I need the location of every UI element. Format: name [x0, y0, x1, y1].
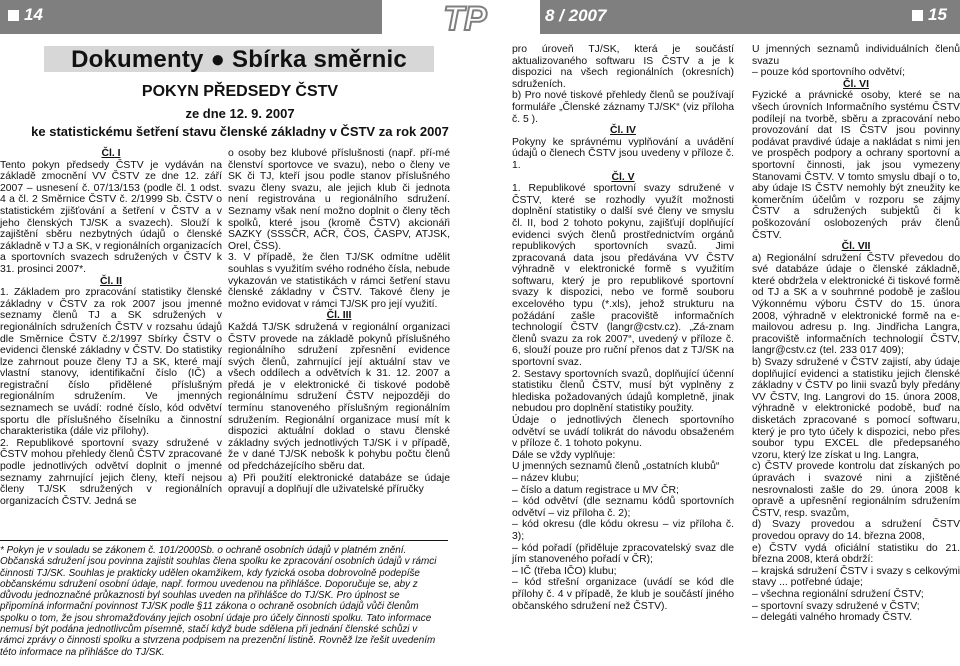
- paragraph: – číslo a datum registrace u MV ČR;: [512, 484, 679, 496]
- footnote: * Pokyn je v souladu se zákonem č. 101/2000Sb. o ochraně osobních údajů v platném znění. Občanská sdružení jsou povinna zajistit souhlas člena spolku ke zpracování osobních údajů v rámci činnosti TJ/SK. Souhlas je prakticky udělen okamžikem, kdy fyzická osoba dobrovolně podepíše občanskému sdružení osobní údaje, např. formou uvedenou na přihlášce. Doporučuje se, aby z důvodu jednoznačné průkaznosti byl souhlas uveden na přihlášce do TJ/SK. Pro úplnost se připomíná informační povinnost TJ/SK podle §11 zákona o ochraně osobních údajů vůči členům spolku o tom, že jsou shromažďovány jejich osobní údaje pro účely činnosti spolku. Tato informace nemusí být podána jednotlivcům písemně, stačí když bude sdělena při jednání členské schůzi v rámci zprávy o činnosti spolku a stvrzena podpisem na prezenční listině. Rovněž lze řešit uvedením této informace na přihlášce do TJ/SK.: [0, 545, 437, 658]
- header-bar-right: [540, 0, 960, 34]
- paragraph: – IČ (třeba IČO) klubu;: [512, 565, 617, 577]
- document-date: ze dne 12. 9. 2007: [185, 106, 295, 121]
- document-subtitle: POKYN PŘEDSEDY ČSTV: [141, 83, 339, 100]
- paragraph: o osoby bez klubové příslušnosti (např. pří-mé členství sportovce ve svazu), nebo o členy ve SK či TJ, kteří jsou podle stanov příslušného svazu členy svazu, ale jejich klub či jednota není registrována u regionálního sdružení. Seznamy však není možno doplnit o členy těch spolků, které jsou (kromě ČSTV) akcionáři SAZKY (SSSČR, AČR, ČOS, ČASPV, ATJSK, Orel, ČSS).: [228, 148, 450, 252]
- paragraph: – kód střešní organizace (uvádí se kód dle přílohy č. 4 v případě, že klub je součástí jiného občanského sdružení než ČSTV).: [512, 577, 734, 612]
- article-heading: Čl. I: [101, 148, 121, 159]
- document-topic: ke statistickému šetření stavu členské základny v ČSTV za rok 2007: [31, 124, 449, 139]
- paragraph: – všechna regionální sdružení ČSTV;: [752, 588, 924, 600]
- paragraph: a) Při použití elektronické databáze se údaje opravují a doplňují dle uživatelské příručky: [228, 472, 450, 496]
- logo-text: TP: [443, 0, 487, 34]
- paragraph: 1. Základem pro zpracování statistiky členské základny v ČSTV za rok 2007 jsou jmenné seznamy členů TJ a SK sdružených v regionálních sdruženích ČSTV v rozsahu údajů dle Směrnice ČSTV č.2/1997 Sbírky ČSTV o evidenci členské základny v ČSTV. Do statistiky lze zahrnout pouze členy TJ a SK, které mají vlastní stanovy, identifikační číslo (IČ) a registrační číslo přidělené příslušným regionálním sdružením. Ve jmenných seznamech se uvádí: rodné číslo, kód odvětví sportu dle příslušného číselníku a činnostní charakteristika (dále viz přílohy).: [0, 287, 222, 438]
- column-3: [512, 44, 734, 612]
- paragraph: – pouze kód sportovního odvětví;: [752, 67, 906, 79]
- paragraph: 2. Republikové sportovní svazy sdružené v ČSTV mohou přehledy členů ČSTV zpracované podle jednotlivých odvětví doplnit o jmenné seznamy zahrnující jejich členy, kteří nejsou členy TJ/SK sdružených v regionálních organizacích ČSTV. Jedná se: [0, 437, 222, 507]
- column-1: [0, 148, 222, 507]
- paragraph: – sportovní svazy sdružené v ČSTV;: [752, 600, 920, 612]
- column-4: [752, 44, 960, 624]
- paragraph: – název klubu;: [512, 472, 580, 484]
- column-2: [228, 148, 450, 496]
- paragraph: c) ČSTV provede kontrolu dat získaných po úpravách i svazové nini a zjištěné nesrovnalosti zašle do 29. února 2008 k opravě a upřesnění regionálním sdružením ČSTV, resp. svazům,: [752, 461, 960, 519]
- article-heading: Čl. IV: [610, 125, 636, 137]
- paragraph: d) Svazy provedou a sdružení ČSTV provedou opravy do 14. března 2008,: [752, 519, 960, 542]
- paragraph: Tento pokyn předsedy ČSTV je vydáván na základě zmocnění VV ČSTV ze dne 12. září 2007 – usnesení č. 07/13/153 (podle čl. 1 odst. 4 a čl. 2 Směrnice ČSTV č. 2/1999 Sb. ČSTV o statistickém zjišťování a šetření v ČSTV a v jeho členských TJ/SK a svazech). Slouží k zajištění sběru nezbytných údajů o členské základně v TJ a SK, v regionálních organizacích a sportovních svazech sdružených v ČSTV k 31. prosinci 2007*.: [0, 159, 222, 275]
- page-number-left: 14: [24, 5, 43, 24]
- paragraph: e) ČSTV vydá oficiální statistiku do 21. března 2008, která obdrží:: [752, 542, 960, 566]
- square-icon: [8, 10, 19, 21]
- paragraph: – kód pořadí (přiděluje zpracovatelský svaz dle jím stanoveného pořadí v ČR);: [512, 542, 734, 566]
- paragraph: U jmenných seznamů členů „ostatních klubů“: [512, 461, 720, 473]
- paragraph: Dále se vždy vyplňuje:: [512, 449, 616, 461]
- paragraph: – krajská sdružení ČSTV i svazy s celkovými stavy ... potřebné údaje;: [752, 565, 960, 589]
- paragraph: – kód okresu (dle kódu okresu – viz příloha č. 3);: [512, 519, 734, 542]
- footnote-divider: [0, 540, 448, 541]
- paragraph: U jmenných seznamů individuálních členů svazu: [752, 44, 960, 67]
- paragraph: b) Pro nové tiskové přehledy členů se používají formuláře „Členské záznamy TJ/SK“ (viz příloha č. 5 ).: [512, 90, 734, 125]
- article-heading: Čl. V: [611, 171, 635, 183]
- paragraph: 1. Republikové sportovní svazy sdružené v ČSTV, které se rozhodly využít možnosti doplnění statistiky o další své členy ve smyslu čl. II, bod 2 tohoto pokynu, zajišťují doplňující evidenci svých členů prostřednictvím orgánů republikových sportovních svazů. Jimi zpracovaná data jsou předávána VV ČSTV výhradně v elektronické formě s využitím softwaru, který je pro republikové sportovní svazy k dispozici, nebo ve formě souboru excelového typu (*.xls), jehož strukturu na požádání zašle pracoviště informačních technologií ČSTV (langr@cstv.cz). „Zá-znam členů svazu za rok 2007“, uvedený v příloze č. 6, slouží pouze pro ruční přenos dat z TJ/SK na sportovní svaz.: [512, 183, 734, 369]
- square-icon: [912, 10, 923, 21]
- paragraph: pro úroveň TJ/SK, která je součástí aktualizovaného softwaru IS ČSTV a je k dispozici na všech regionálních (okresních) sdruženích.: [512, 44, 734, 90]
- paragraph: 2. Sestavy sportovních svazů, doplňující účenní statistiku členů ČSTV, musí být vyplněny z hlediska požadovaných údajů kompletně, jinak nebudou pro doplnění statistiky použity.: [512, 368, 734, 415]
- page-number-right: 15: [928, 5, 947, 24]
- article-heading: Čl. VII: [841, 241, 871, 253]
- paragraph: 3. V případě, že člen TJ/SK odmítne udělit souhlas s využitím svého rodného čísla, nebude vykazován ve statistikách v rámci šetření stavu členské základny v ČSTV. Takové členy je možno evidovat v rámci TJ/SK pro její využití.: [228, 252, 450, 310]
- paragraph: Pokyny ke správnému vyplňování a uvádění údajů o členech ČSTV jsou uvedeny v příloze č. 1.: [512, 136, 734, 171]
- paragraph: Každá TJ/SK sdružená v regionální organizaci ČSTV provede na základě pokynů příslušného regionálního sdružení zpřesnění evidence svých členů, zahrnující její aktuální stav ve všech oddílech a odvětvích k 31. 12. 2007 a předá je v elektronické či tiskové podobě regionálnímu sdružení ČSTV nejpozději do termínu stanoveného příslušným regionálním sdružením. Regionální organizace musí mít k dispozici aktuální doklad o stavu členské základny svých jednotlivých TJ/SK i v případě, že v dané TJ/SK nebošk k pohybu počtu členů od předcházejícího sběru dat.: [228, 321, 450, 473]
- section-title: Dokumenty ● Sbírka směrnic: [44, 46, 434, 72]
- paragraph: – kód odvětví (dle seznamu kódů sportovních odvětví – viz příloha č. 2);: [512, 496, 734, 519]
- tp-logo: [395, 0, 535, 34]
- header-bar-left: [0, 0, 382, 34]
- paragraph: – delegáti valného hromady ČSTV.: [752, 612, 913, 624]
- article-heading: Čl. III: [326, 310, 352, 322]
- paragraph: a) Regionální sdružení ČSTV převedou do své databáze údaje o členské základně, které obdržela v elektronické či tiskové formě od TJ a SK a v souhrnné podobě je zašlou Výkonnému výboru ČSTV do 15. února 2008, výhradně v elektronické formě na e-mailovou adresu p. Ing. Jindřicha Langra, pracoviště informačních technologií ČSTV, langr@cstv.cz (tel. 233 017 409);: [752, 252, 960, 357]
- article-heading: Čl. VI: [843, 78, 869, 90]
- article-heading: Čl. II: [100, 275, 122, 287]
- paragraph: b) Svazy sdružené v ČSTV zajistí, aby údaje doplňující evidenci a statistiku jejich členské základny v ČSTV po linii svazů byly předány VV ČSTV, Ing. Langrovi do 15. února 2008, výhradně v elektronické podobě, buď na disketách zpracované s pomocí softwaru, který je pro tyto účely k dispozici, nebo přes soubor typu EXCEL dle předepsaného vzoru, který lze získat u Ing. Langra,: [752, 357, 960, 461]
- issue-label: 8 / 2007: [545, 6, 607, 25]
- paragraph: Údaje o jednotlivých členech sportovního odvětví se uvádí tolikrát do návodu obsaženém v příloze č. 1 tohoto pokynu.: [512, 415, 734, 450]
- paragraph: Fyzické a právnické osoby, které se na všech úrovních Informačního systému ČSTV podílejí na tvorbě, sběru a zpracování nebo provozování dat IS ČSTV jsou povinny podávat pravdivé údaje a nakládat s nimi jen ve prospěch podpory a ochrany sportovní a sportovní činnosti, jak jsou vymezeny Stanovami ČSTV. V tomto smyslu dbají o to, aby údaje IS ČSTV nemohly být zneužity ke komerčním účelům v rozporu se zájmy ČSTV a sdružených subjektů či k poškozování oslobozených práv členů ČSTV.: [752, 90, 960, 241]
